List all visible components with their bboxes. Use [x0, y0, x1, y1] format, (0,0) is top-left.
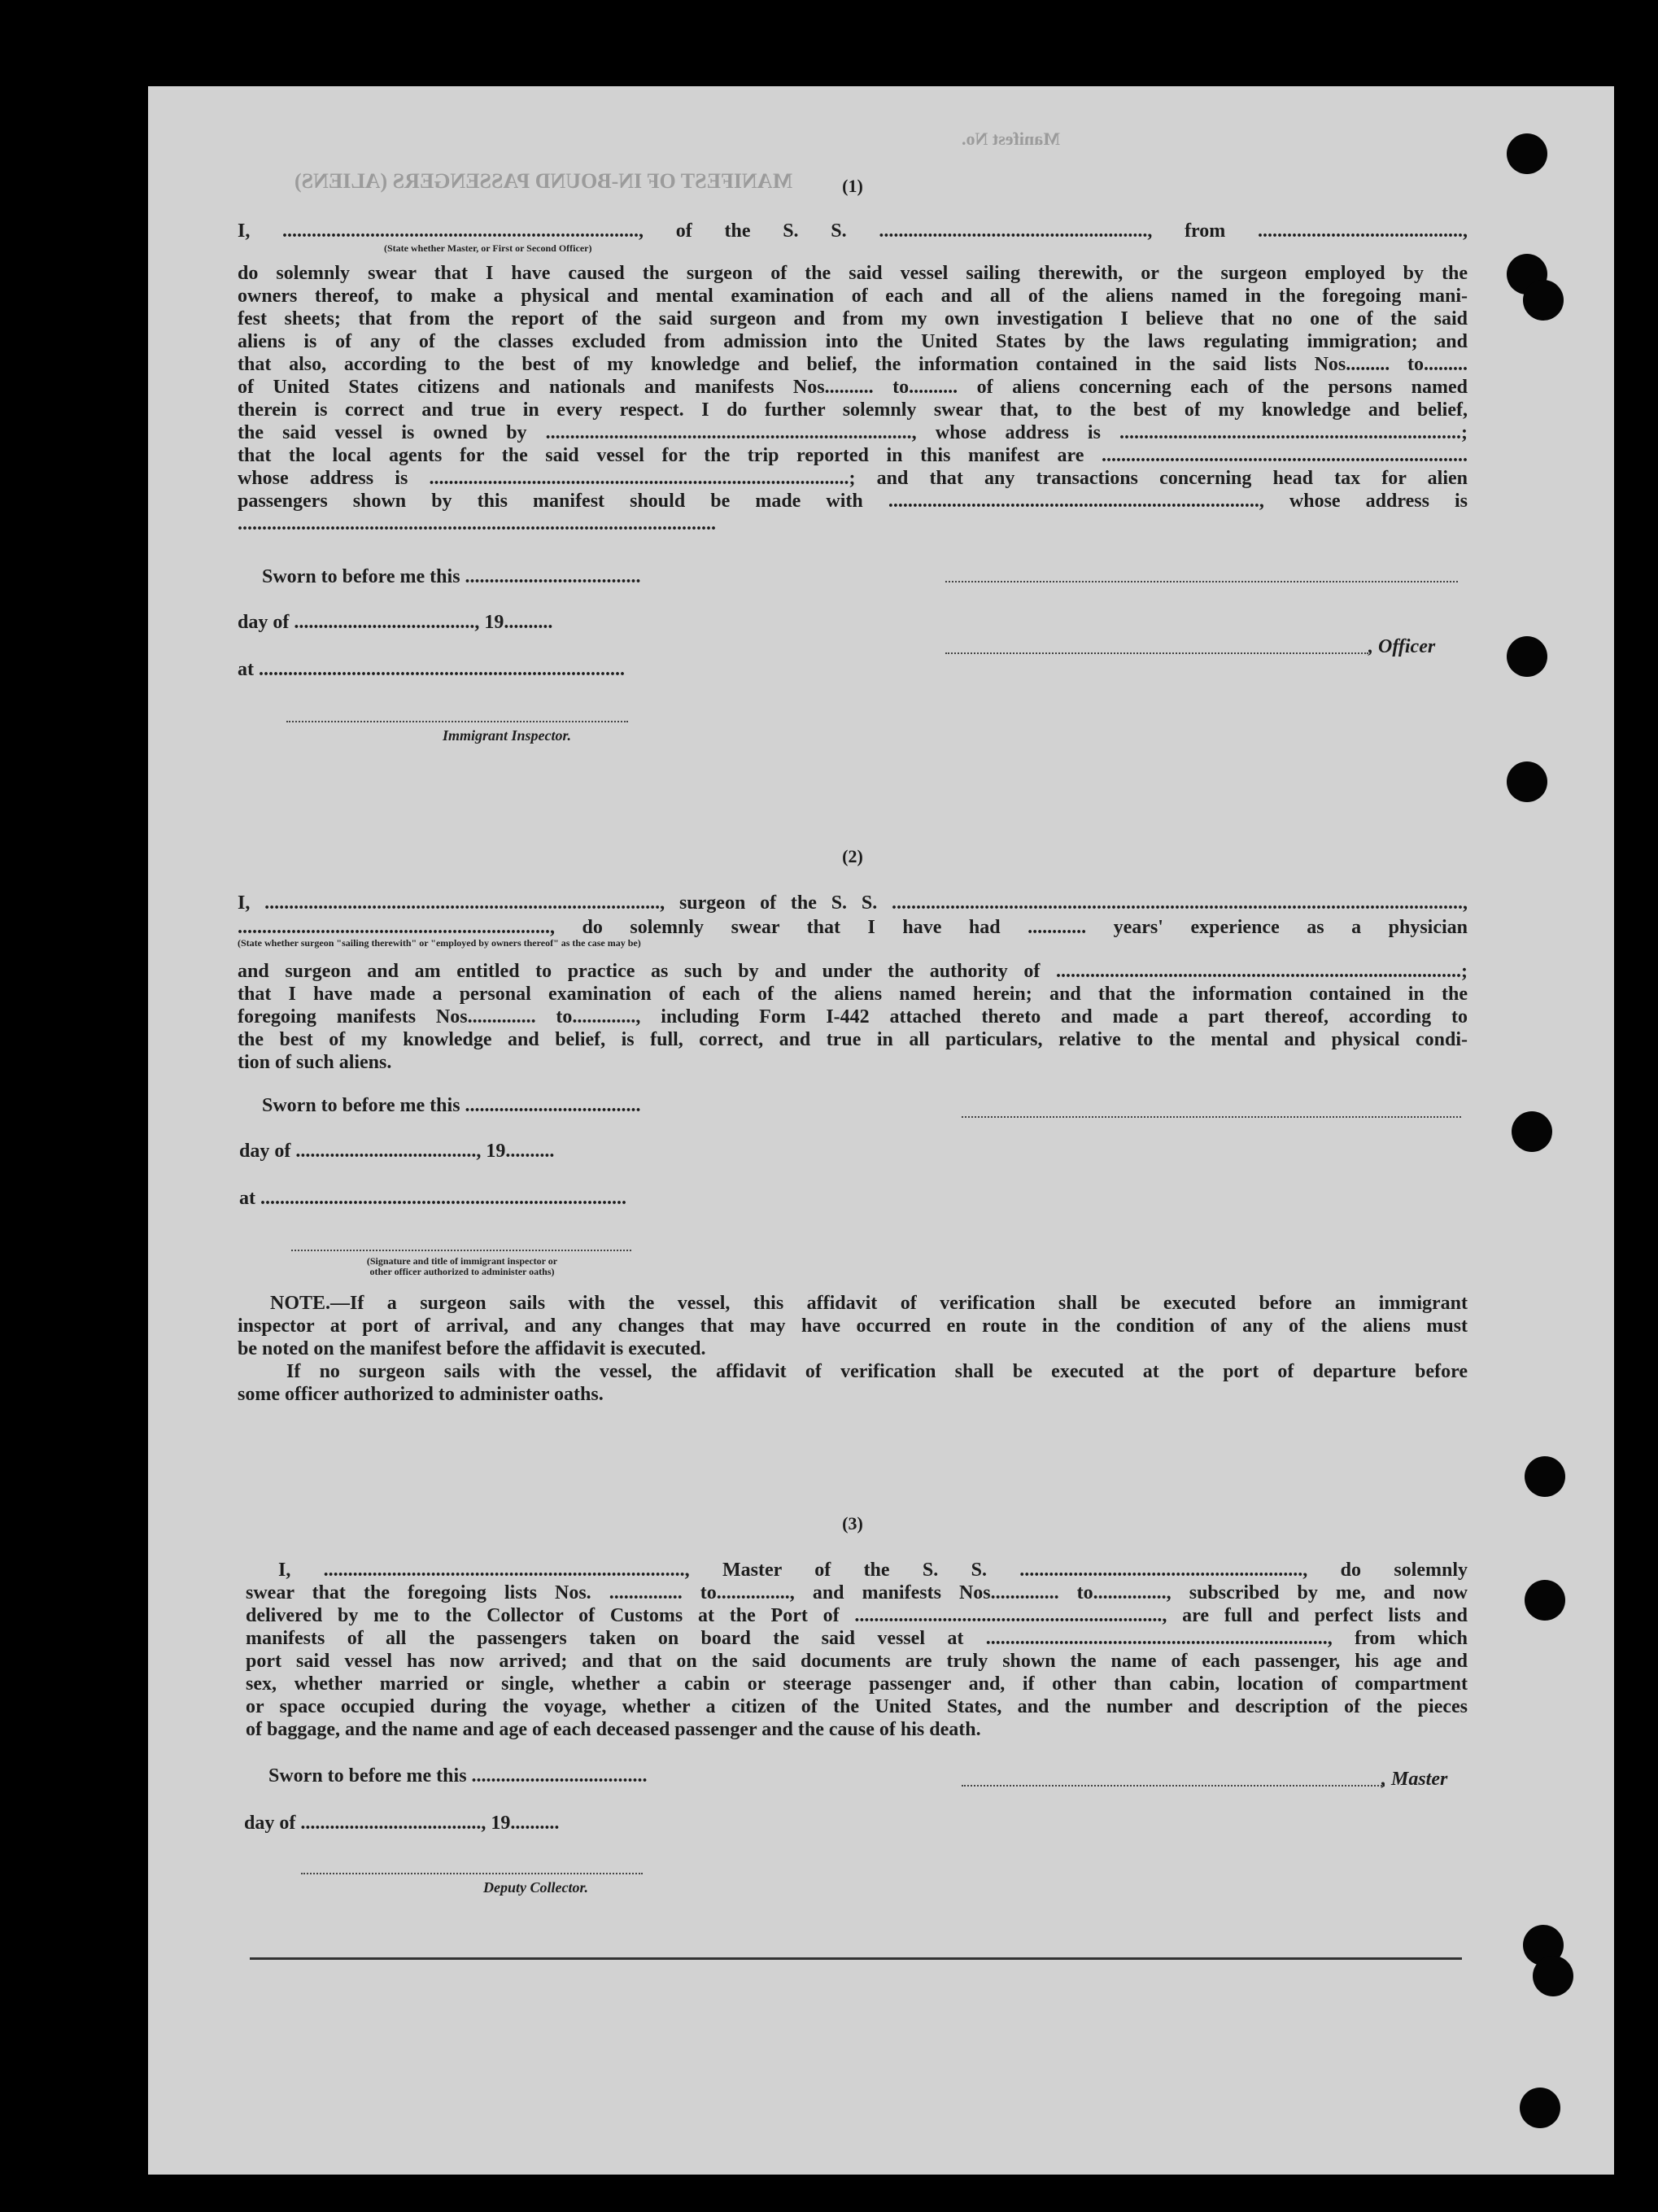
section1-officer-line — [945, 652, 1368, 654]
section3-deputy-signature-line — [301, 1873, 643, 1874]
section1-body — [238, 262, 1468, 535]
binder-hole — [1523, 280, 1564, 321]
section3-master-signature-line — [962, 1785, 1385, 1787]
binder-hole — [1507, 636, 1547, 677]
section3-body-line: port said vessel has now arrived; and that on the said documents are truly shown the name of each passenger, his age and — [246, 1651, 1468, 1672]
bottom-rule — [250, 1957, 1462, 1960]
section3-deputy-caption: Deputy Collector. — [483, 1879, 588, 1896]
section3-body-line: I, .........................................................................., Master of the S. S. .........................................................., do solemnly — [278, 1560, 1468, 1581]
section2-day-of: day of ....................................., 19.......... — [239, 1141, 555, 1162]
section1-body-line: therein is correct and true in every respect. I do further solemnly swear that, to the best of my knowledge and belief, — [238, 399, 1468, 421]
section1-body-line: the said vessel is owned by ..........................................................................., whose address is ......................................................................; — [238, 422, 1468, 443]
section3-body-line: swear that the foregoing lists Nos. ............... to..............., and manifests Nos.............. to..............., subscribed by me, and now — [246, 1582, 1468, 1603]
section1-body-line: whose address is ......................................................................................; and that any transactions concerning head tax for alien — [238, 468, 1468, 489]
section1-body-line: owners thereof, to make a physical and mental examination of each and all of the aliens named in the foregoing mani- — [238, 286, 1468, 307]
section1-inspector-caption: Immigrant Inspector. — [443, 727, 572, 744]
section3-body-line: manifests of all the passengers taken on board the said vessel at ......................................................................, from which — [246, 1628, 1468, 1649]
section2-at: at ........................................................................... — [239, 1188, 626, 1209]
section2-body-line: foregoing manifests Nos.............. to............., including Form I-442 attached thereto and made a part thereof, according to — [238, 1006, 1468, 1027]
section1-at: at ........................................................................... — [238, 659, 625, 680]
section2-body-line: and surgeon and am entitled to practice as such by and under the authority of ...................................................................................; — [238, 961, 1468, 982]
section1-body-line: of United States citizens and nationals and manifests Nos.......... to.......... of aliens concerning each of the persons named — [238, 377, 1468, 398]
binder-hole — [1525, 1580, 1565, 1621]
section2-sig-caption-line2: other officer authorized to administer oaths) — [369, 1266, 555, 1277]
binder-hole — [1525, 1456, 1565, 1497]
section3-body-line: delivered by me to the Collector of Customs at the Port of ..............................................................., are full and perfect lists and — [246, 1605, 1468, 1626]
section3-body-line: of baggage, and the name and age of each deceased passenger and the cause of his death. — [246, 1719, 981, 1740]
section3-body-line: sex, whether married or single, whether a cabin or steerage passenger and, if other than cabin, location of compartment — [246, 1673, 1468, 1695]
section2-body — [238, 960, 1468, 1074]
section1-officer-signature-line — [945, 581, 1458, 582]
binder-hole — [1507, 133, 1547, 174]
section1-day-of: day of ....................................., 19.......... — [238, 612, 553, 633]
section3-day-of: day of ....................................., 19.......... — [244, 1813, 560, 1834]
section1-number: (1) — [842, 176, 863, 196]
section1-line1-text: I, ........................................................................., of the S. S. ......................................................., from .........................................., — [238, 220, 1468, 242]
section1-inspector-signature-line — [286, 721, 628, 722]
section2-note-line: be noted on the manifest before the affidavit is executed. — [238, 1338, 706, 1359]
section2-sig-caption — [308, 1256, 617, 1277]
section2-line1-text: I, ................................................................................., surgeon of the S. S. ....................................................................................................................., — [238, 892, 1468, 914]
section1-body-line: do solemnly swear that I have caused the surgeon of the said vessel sailing therewith, or the surgeon employed by the — [238, 263, 1468, 284]
section2-signature-line — [962, 1116, 1461, 1118]
section1-body-line: .................................................................................................. — [238, 513, 716, 534]
section1-body-line: that the local agents for the said vessel for the trip reported in this manifest are ........................................................................... — [238, 445, 1468, 466]
ghost-manifest-no: Manifest No. — [962, 129, 1060, 149]
section1-line1 — [238, 220, 1468, 242]
section3-body — [246, 1559, 1468, 1741]
document-sheet — [148, 86, 1614, 2175]
section2-body-line: tion of such aliens. — [238, 1052, 392, 1073]
section2-body-line: the best of my knowledge and belief, is full, correct, and true in all particulars, relative to the mental and physical condi- — [238, 1029, 1468, 1050]
binder-hole — [1520, 2088, 1560, 2128]
section1-body-line: that also, according to the best of my knowledge and belief, the information contained in the said lists Nos......... to......... — [238, 354, 1468, 375]
section2-note-line: inspector at port of arrival, and any changes that may have occurred en route in the condition of any of the aliens must — [238, 1315, 1468, 1337]
section1-officer-label: , Officer — [1368, 636, 1436, 657]
section2-line2-note: (State whether surgeon "sailing therewith" or "employed by owners thereof" as the case may be) — [238, 937, 641, 949]
section3-sworn: Sworn to before me this .................................... — [268, 1765, 648, 1787]
ghost-manifest-title: MANIFEST OF IN-BOUND PASSENGERS (ALIENS) — [295, 169, 793, 193]
section2-line1 — [238, 892, 1468, 914]
binder-hole — [1512, 1111, 1552, 1152]
section1-body-line: fest sheets; that from the report of the said surgeon and from my own investigation I believe that no one of the said — [238, 308, 1468, 329]
section2-note-line: some officer authorized to administer oaths. — [238, 1384, 604, 1405]
section3-number: (3) — [842, 1513, 863, 1534]
section1-line1-note: (State whether Master, or First or Second Officer) — [384, 242, 592, 254]
section2-sig-caption-line1: (Signature and title of immigrant inspector or — [366, 1255, 558, 1267]
section1-body-line: aliens is of any of the classes excluded from admission into the United States by the laws regulating immigration; and — [238, 331, 1468, 352]
section3-master-label: , Master — [1381, 1769, 1448, 1790]
section2-note-line: If no surgeon sails with the vessel, the affidavit of verification shall be executed at the port of departure before — [286, 1361, 1468, 1382]
section2-note-line: NOTE.—If a surgeon sails with the vessel, this affidavit of verification shall be executed before an immigrant — [270, 1293, 1468, 1314]
section1-body-line: passengers shown by this manifest should be made with ............................................................................, whose address is — [238, 491, 1468, 512]
section2-line2 — [238, 916, 1468, 939]
section2-inspector-signature-line — [291, 1250, 631, 1251]
section2-body-line: that I have made a personal examination of each of the aliens named herein; and that the information contained in the — [238, 984, 1468, 1005]
section1-sworn: Sworn to before me this .................................... — [262, 566, 641, 587]
section2-number: (2) — [842, 846, 863, 866]
binder-hole — [1533, 1956, 1573, 1996]
section2-sworn: Sworn to before me this .................................... — [262, 1095, 641, 1116]
section3-body-line: or space occupied during the voyage, whether a citizen of the United States, and the number and description of the pieces — [246, 1696, 1468, 1717]
binder-hole — [1507, 761, 1547, 802]
section2-note — [238, 1292, 1468, 1406]
section2-line2-text: ................................................................, do solemnly swear that I have had ............ years' experience as a physician — [238, 917, 1468, 938]
